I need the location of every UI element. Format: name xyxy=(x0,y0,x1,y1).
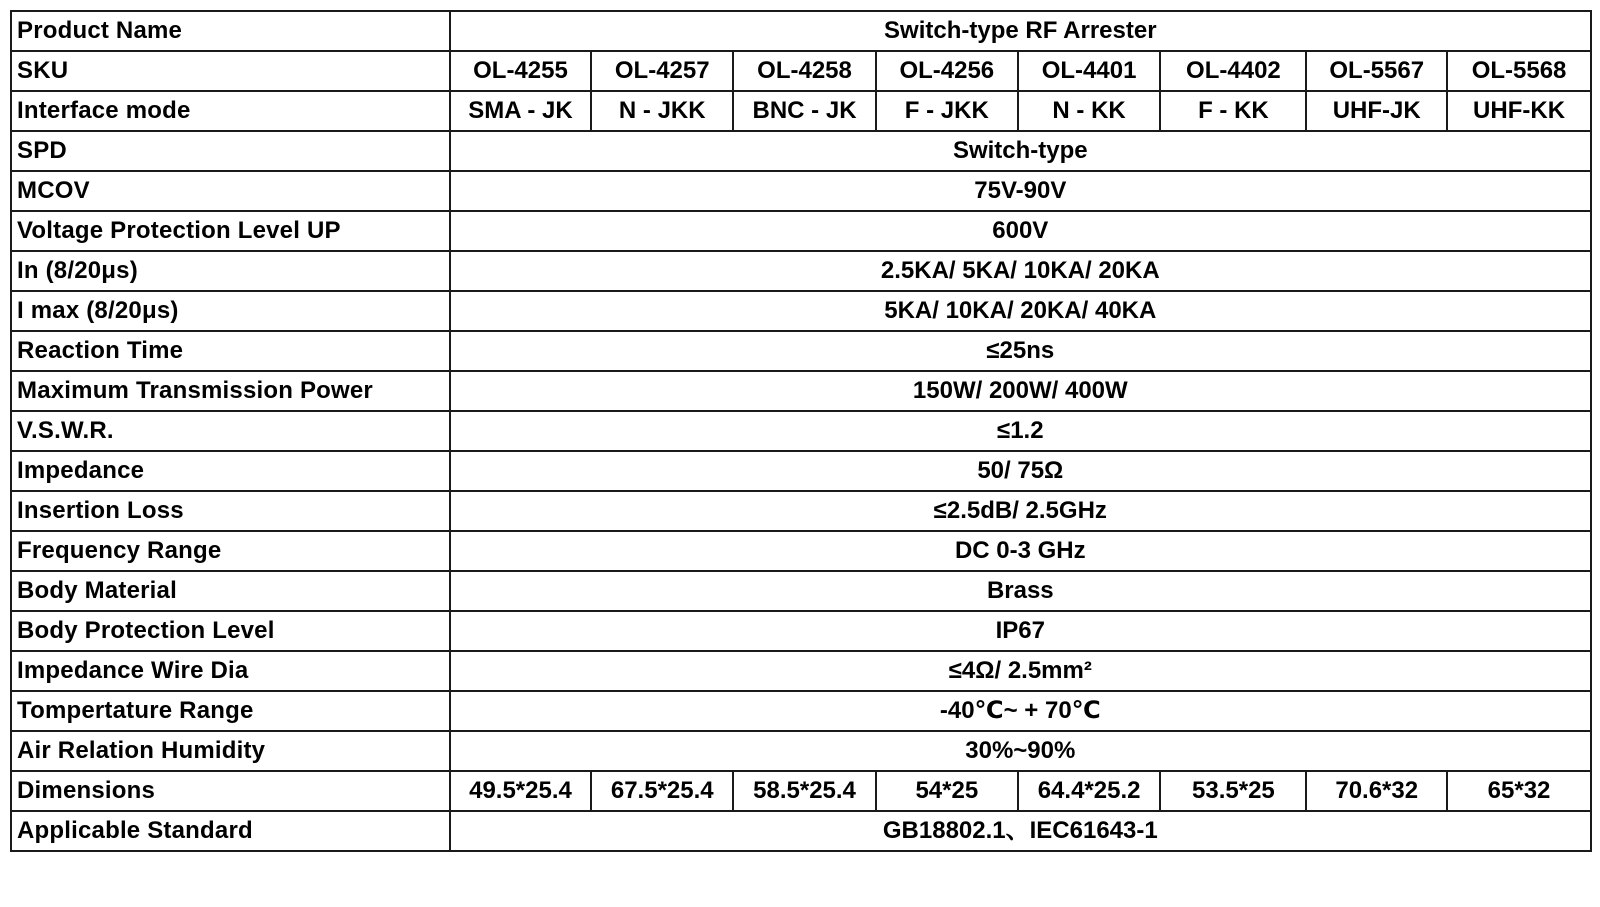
row-label: Tompertature Range xyxy=(11,691,450,731)
interface-cell: UHF-JK xyxy=(1306,91,1447,131)
row-sku xyxy=(11,51,1591,91)
row-label: MCOV xyxy=(11,171,450,211)
row-label: Voltage Protection Level UP xyxy=(11,211,450,251)
interface-cell: BNC - JK xyxy=(733,91,876,131)
dimension-cell: 53.5*25 xyxy=(1160,771,1306,811)
dimension-cell: 64.4*25.2 xyxy=(1018,771,1161,811)
row-label: SPD xyxy=(11,131,450,171)
dimension-cell: 49.5*25.4 xyxy=(450,771,592,811)
row-label: Impedance xyxy=(11,451,450,491)
row-label: Maximum Transmission Power xyxy=(11,371,450,411)
interface-cell: SMA - JK xyxy=(450,91,592,131)
row-body-material xyxy=(11,571,1591,611)
interface-cell: F - JKK xyxy=(876,91,1018,131)
row-vswr xyxy=(11,411,1591,451)
row-label: Dimensions xyxy=(11,771,450,811)
row-value: ≤25ns xyxy=(450,331,1591,371)
row-label: In (8/20μs) xyxy=(11,251,450,291)
dimension-cell: 67.5*25.4 xyxy=(591,771,733,811)
row-label: Air Relation Humidity xyxy=(11,731,450,771)
row-value: Switch-type xyxy=(450,131,1591,171)
row-value: Brass xyxy=(450,571,1591,611)
row-spd xyxy=(11,131,1591,171)
spec-table xyxy=(10,10,1592,852)
interface-cell: N - KK xyxy=(1018,91,1161,131)
row-value: 30%~90% xyxy=(450,731,1591,771)
row-label: Impedance Wire Dia xyxy=(11,651,450,691)
row-insertion-loss xyxy=(11,491,1591,531)
row-value: 150W/ 200W/ 400W xyxy=(450,371,1591,411)
row-applicable-standard xyxy=(11,811,1591,851)
sku-cell: OL-4255 xyxy=(450,51,592,91)
row-temperature-range xyxy=(11,691,1591,731)
sku-cell: OL-4257 xyxy=(591,51,733,91)
row-impedance xyxy=(11,451,1591,491)
row-label: Insertion Loss xyxy=(11,491,450,531)
row-in xyxy=(11,251,1591,291)
row-value: ≤1.2 xyxy=(450,411,1591,451)
standard-value: GB18802.1、IEC61643-1 xyxy=(450,811,1591,851)
sku-cell: OL-5568 xyxy=(1447,51,1591,91)
interface-cell: F - KK xyxy=(1160,91,1306,131)
dimension-cell: 54*25 xyxy=(876,771,1018,811)
row-label: SKU xyxy=(11,51,450,91)
row-label: V.S.W.R. xyxy=(11,411,450,451)
row-dimensions xyxy=(11,771,1591,811)
row-value: IP67 xyxy=(450,611,1591,651)
row-value: DC 0-3 GHz xyxy=(450,531,1591,571)
dimension-cell: 58.5*25.4 xyxy=(733,771,876,811)
product-name-value: Switch-type RF Arrester xyxy=(450,11,1591,51)
sku-cell: OL-4402 xyxy=(1160,51,1306,91)
row-label: Interface mode xyxy=(11,91,450,131)
interface-cell: N - JKK xyxy=(591,91,733,131)
interface-cell: UHF-KK xyxy=(1447,91,1591,131)
row-label: Product Name xyxy=(11,11,450,51)
row-value: 600V xyxy=(450,211,1591,251)
row-label: Applicable Standard xyxy=(11,811,450,851)
row-value: 5KA/ 10KA/ 20KA/ 40KA xyxy=(450,291,1591,331)
sku-cell: OL-4258 xyxy=(733,51,876,91)
row-max-power xyxy=(11,371,1591,411)
sku-cell: OL-5567 xyxy=(1306,51,1447,91)
row-reaction-time xyxy=(11,331,1591,371)
spec-sheet xyxy=(10,10,1592,852)
row-label: Body Protection Level xyxy=(11,611,450,651)
row-value: 75V-90V xyxy=(450,171,1591,211)
row-value: 50/ 75Ω xyxy=(450,451,1591,491)
row-mcov xyxy=(11,171,1591,211)
sku-cell: OL-4401 xyxy=(1018,51,1161,91)
row-label: Frequency Range xyxy=(11,531,450,571)
sku-cell: OL-4256 xyxy=(876,51,1018,91)
dimension-cell: 70.6*32 xyxy=(1306,771,1447,811)
row-body-protection xyxy=(11,611,1591,651)
row-product-name xyxy=(11,11,1591,51)
row-frequency-range xyxy=(11,531,1591,571)
row-imax xyxy=(11,291,1591,331)
dimension-cell: 65*32 xyxy=(1447,771,1591,811)
row-value: 2.5KA/ 5KA/ 10KA/ 20KA xyxy=(450,251,1591,291)
row-label: I max (8/20μs) xyxy=(11,291,450,331)
row-wire-dia xyxy=(11,651,1591,691)
row-value: ≤4Ω/ 2.5mm² xyxy=(450,651,1591,691)
row-humidity xyxy=(11,731,1591,771)
row-value: ≤2.5dB/ 2.5GHz xyxy=(450,491,1591,531)
row-label: Body Material xyxy=(11,571,450,611)
row-interface-mode xyxy=(11,91,1591,131)
row-label: Reaction Time xyxy=(11,331,450,371)
row-voltage-protection xyxy=(11,211,1591,251)
row-value: -40℃~ + 70℃ xyxy=(450,691,1591,731)
